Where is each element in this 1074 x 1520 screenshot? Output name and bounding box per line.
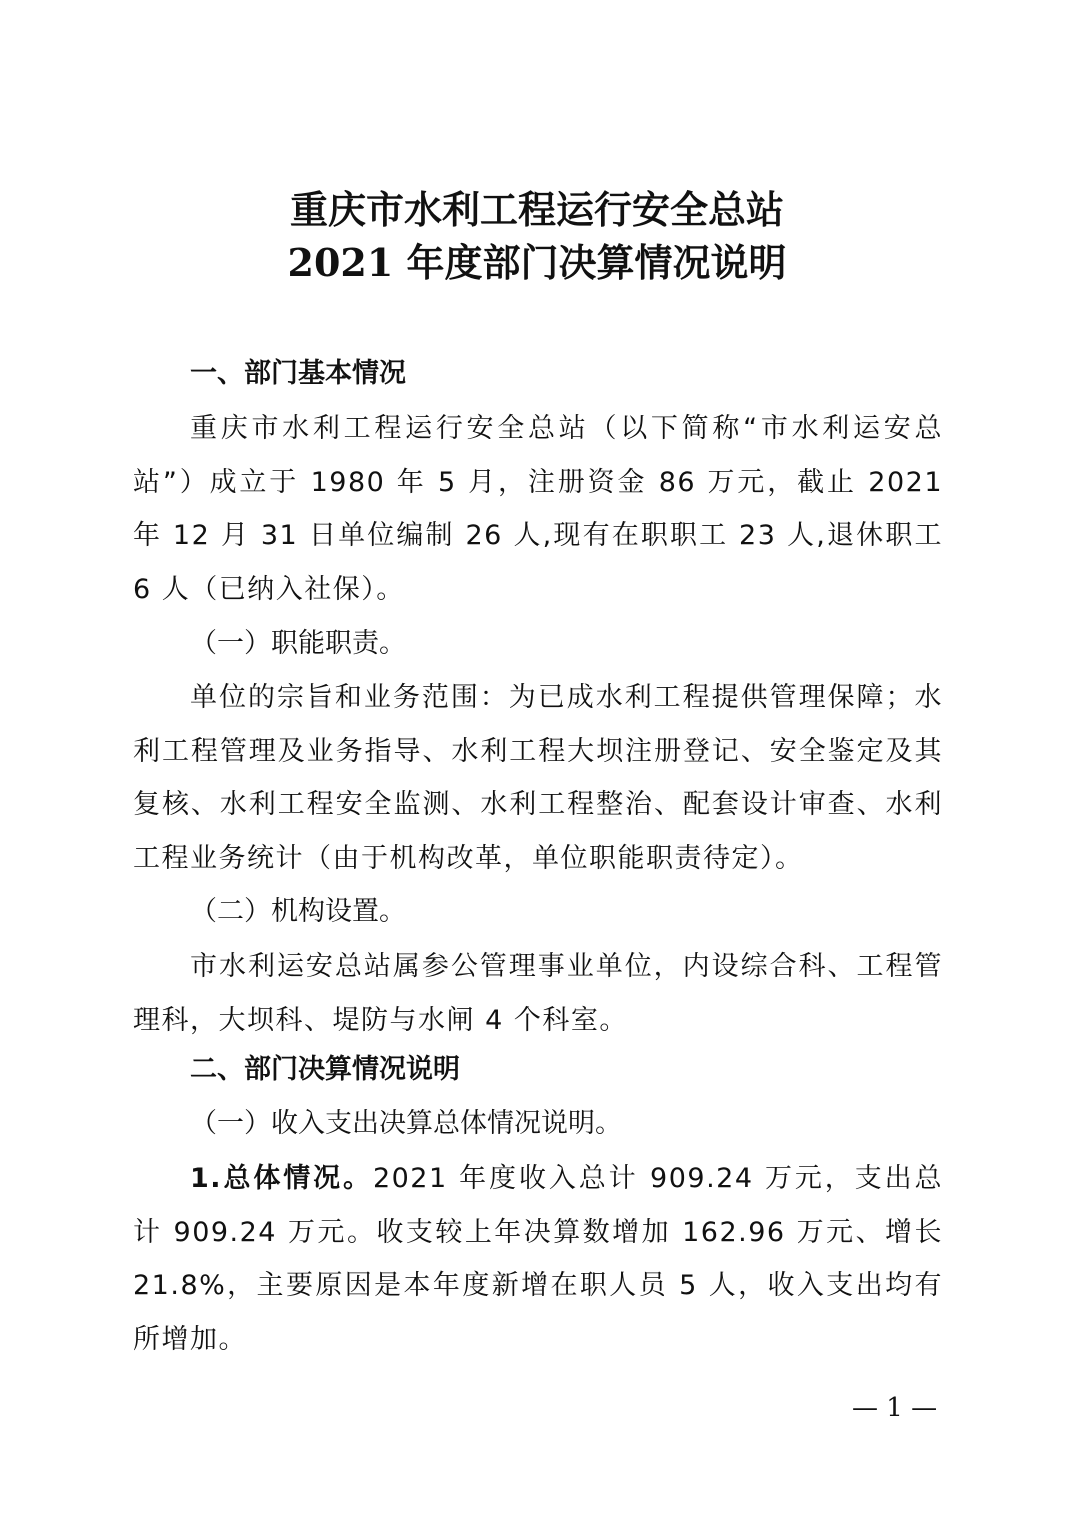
sub1-paragraph: 单位的宗旨和业务范围：为已成水利工程提供管理保障；水利工程管理及业务指导、水利工程大坝注册登记、安全鉴定及其复核、水利工程安全监测、水利工程整治、配套设计审查、水利工程业务统计（由于机构改革，单位职能职责待定）。 <box>133 682 943 874</box>
overall-text: 2021 年度收入总计 909.24 万元，支出总计 909.24 万元。收支较上年决算数增加 162.96 万元、增长 21.8%，主要原因是本年度新增在职人员 5 人，收入支出均有所增加。 <box>133 1163 943 1355</box>
section2-heading: 二、部门决算情况说明 <box>190 1054 460 1085</box>
sub2-paragraph: 市水利运安总站属参公管理事业单位，内设综合科、工程管理科，大坝科、堤防与水闸 4 个科室。 <box>133 951 943 1036</box>
section1-paragraph: 重庆市水利工程运行安全总站（以下简称“市水利运安总站”）成立于 1980 年 5 月，注册资金 86 万元，截止 2021 年 12 月 31 日单位编制 26 人,现有在职职工 23 人,退休职工 6 人（已纳入社保）。 <box>133 413 943 605</box>
overall-label: 1.总体情况。 <box>190 1163 373 1194</box>
sub2-heading: （二）机构设置。 <box>190 896 406 927</box>
page-number: — 1 — <box>852 1393 938 1423</box>
overall-paragraph <box>133 1152 943 1366</box>
section1-heading: 一、部门基本情况 <box>190 358 406 389</box>
document-title-line2: 2021 年度部门决算情况说明 <box>287 240 787 285</box>
sub1-heading: （一）职能职责。 <box>190 628 406 659</box>
sub3-heading: （一）收入支出决算总体情况说明。 <box>190 1108 622 1139</box>
document-title-line1: 重庆市水利工程运行安全总站 <box>289 187 784 232</box>
